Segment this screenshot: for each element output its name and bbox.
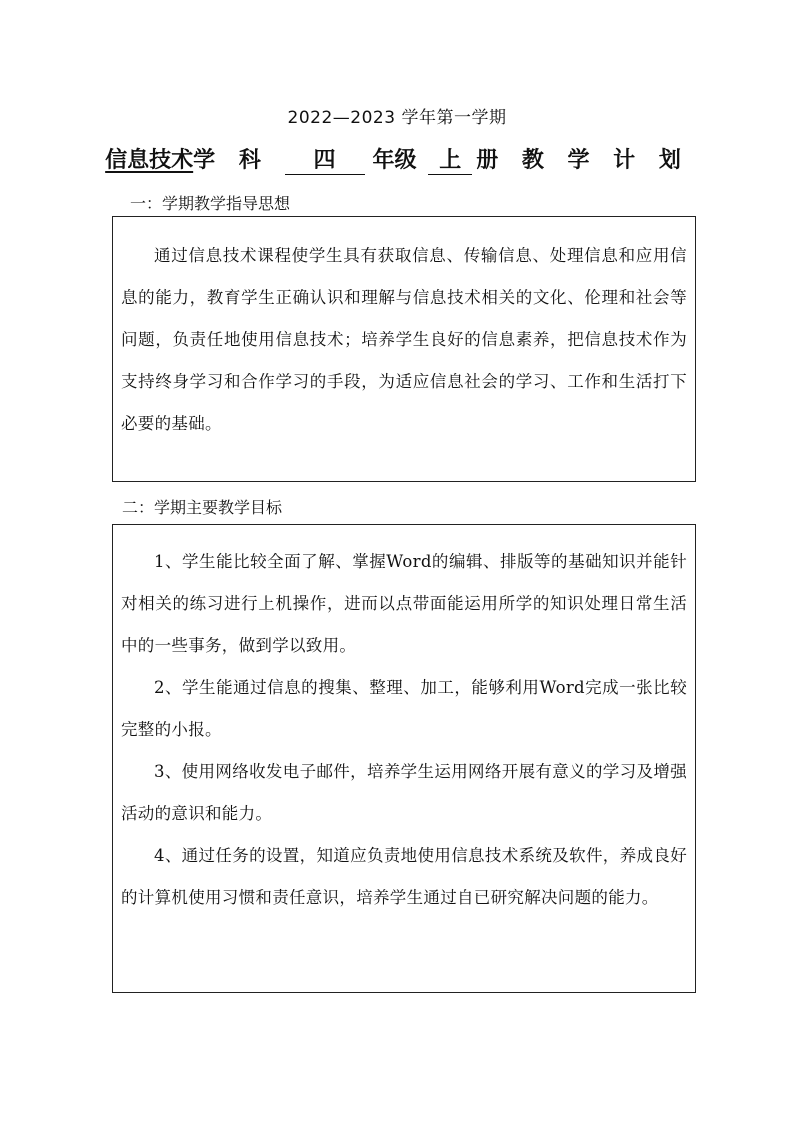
section1-box	[112, 216, 696, 482]
plan-title	[0, 143, 794, 175]
title-subject-suffix: 学 科	[193, 148, 269, 173]
school-year-line: 2022—2023 学年第一学期	[287, 108, 507, 128]
section2-heading: 二：学期主要教学目标	[122, 498, 283, 517]
title-plan-suffix: 册 教 学 计 划	[476, 148, 689, 173]
goal-item-2: 2、学生能通过信息的搜集、整理、加工，能够利用Word完成一张比较完整的小报。	[121, 678, 687, 739]
title-grade-blank: 四	[285, 148, 365, 175]
goal-item-1: 1、学生能比较全面了解、掌握Word的编辑、排版等的基础知识并能针对相关的练习进行上机操作，进而以点带面能运用所学的知识处理日常生活中的一些事务，做到学以致用。	[121, 552, 687, 655]
section2-box	[112, 524, 696, 993]
title-grade-suffix: 年级	[372, 148, 417, 173]
title-subject: 信息技术	[105, 148, 194, 173]
title-term-blank: 上	[428, 148, 472, 175]
goal-item-3: 3、使用网络收发电子邮件，培养学生运用网络开展有意义的学习及增强活动的意识和能力。	[121, 762, 687, 823]
section1-paragraph: 通过信息技术课程使学生具有获取信息、传输信息、处理信息和应用信息的能力，教育学生正确认识和理解与信息技术相关的文化、伦理和社会等问题，负责任地使用信息技术；培养学生良好的信息素养，把信息技术作为支持终身学习和合作学习的手段，为适应信息社会的学习、工作和生活打下必要的基础。	[121, 246, 687, 433]
goal-item-4: 4、通过任务的设置，知道应负责地使用信息技术系统及软件，养成良好的计算机使用习惯和责任意识，培养学生通过自已研究解决问题的能力。	[121, 846, 687, 907]
section1-heading: 一：学期教学指导思想	[130, 194, 291, 213]
